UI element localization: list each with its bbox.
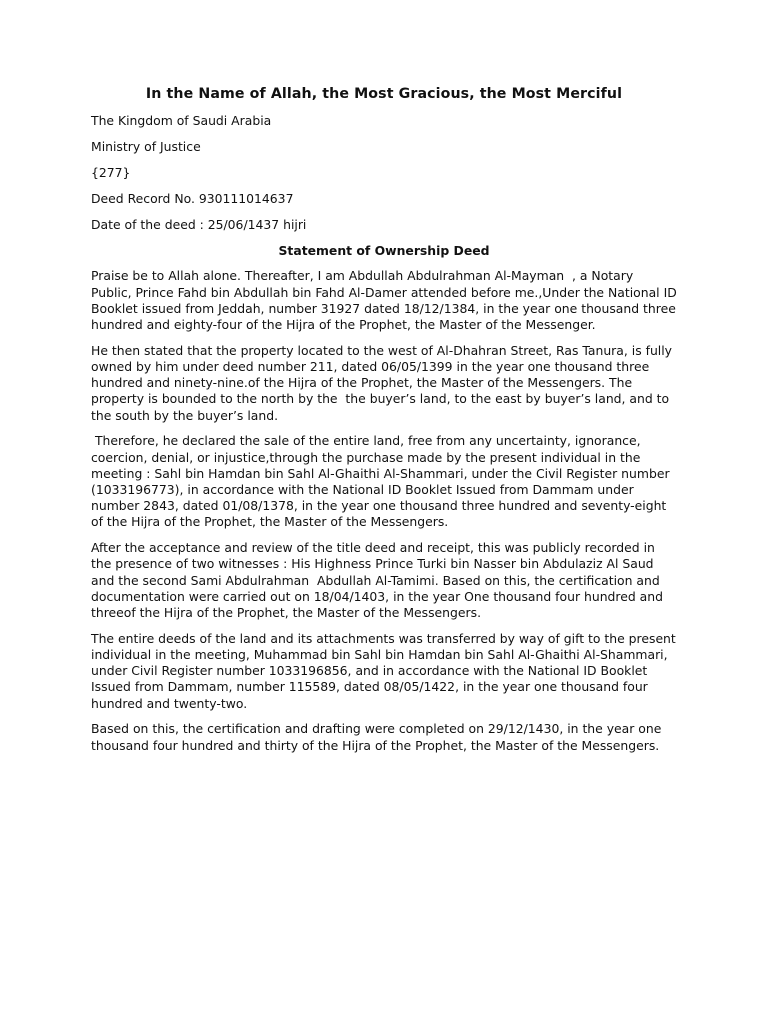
reference-number: {277} [91, 165, 131, 180]
deed-record-number: Deed Record No. 930111014637 [91, 191, 294, 206]
body-paragraph: He then stated that the property located to the west of Al-Dhahran Street, Ras Tanura, is fully owned by him under deed number 211, dated 06/05/1399 in the year one thousand three hundred and ninety-nine.of the Hijra of the Prophet, the Master of the Messengers. The property is bounded to the north by the the buyer’s land, to the east by buyer’s land, and to the south by the buyer’s land. [91, 342, 676, 423]
body-paragraph: Therefore, he declared the sale of the entire land, free from any uncertainty, ignorance, coercion, denial, or injustice,through the purchase made by the present individual in the meeting : Sahl bin Hamdan bin Sahl Al-Ghaithi Al-Shammari, under the Civil Register number (1033196773), in accordance with the National ID Booklet Issued from Dammam under number 2843, dated 01/08/1378, in the year one thousand three hundred and seventy-eight of the Hijra of the Prophet, the Master of the Messengers. [91, 433, 674, 530]
body-paragraph: Praise be to Allah alone. Thereafter, I am Abdullah Abdulrahman Al-Mayman , a Notary Public, Prince Fahd bin Abdullah bin Fahd Al-Damer attended before me.,Under the National ID Booklet issued from Jeddah, number 31927 dated 18/12/1384, in the year one thousand three hundred and eighty-four of the Hijra of the Prophet, the Master of the Messenger. [91, 268, 681, 333]
kingdom-line: The Kingdom of Saudi Arabia [91, 113, 272, 128]
document-page [91, 84, 681, 763]
body-paragraph: The entire deeds of the land and its attachments was transferred by way of gift to the present individual in the meeting, Muhammad bin Sahl bin Hamdan bin Sahl Al-Ghaithi Al-Shammari, under Civil Register number 1033196856, and in accordance with the National ID Booklet Issued from Dammam, number 115589, dated 08/05/1422, in the year one thousand four hundred and twenty-two. [91, 630, 680, 711]
deed-heading: Statement of Ownership Deed [278, 243, 490, 258]
deed-date: Date of the deed : 25/06/1437 hijri [91, 217, 307, 232]
ministry-line: Ministry of Justice [91, 139, 201, 154]
document-header [91, 113, 677, 233]
body-paragraph: After the acceptance and review of the title deed and receipt, this was publicly recorded in the presence of two witnesses : His Highness Prince Turki bin Nasser bin Abdulaziz Al Saud and the second Sami Abdulrahman Abdullah Al-Tamimi. Based on this, the certification and documentation were carried out on 18/04/1403, in the year One thousand four hundred and threeof the Hijra of the Prophet, the Master of the Messengers. [91, 540, 667, 621]
document-title: In the Name of Allah, the Most Gracious, the Most Merciful [145, 86, 623, 102]
document-body [91, 268, 681, 753]
body-paragraph: Based on this, the certification and drafting were completed on 29/12/1430, in the year one thousand four hundred and thirty of the Hijra of the Prophet, the Master of the Messengers. [91, 721, 666, 753]
